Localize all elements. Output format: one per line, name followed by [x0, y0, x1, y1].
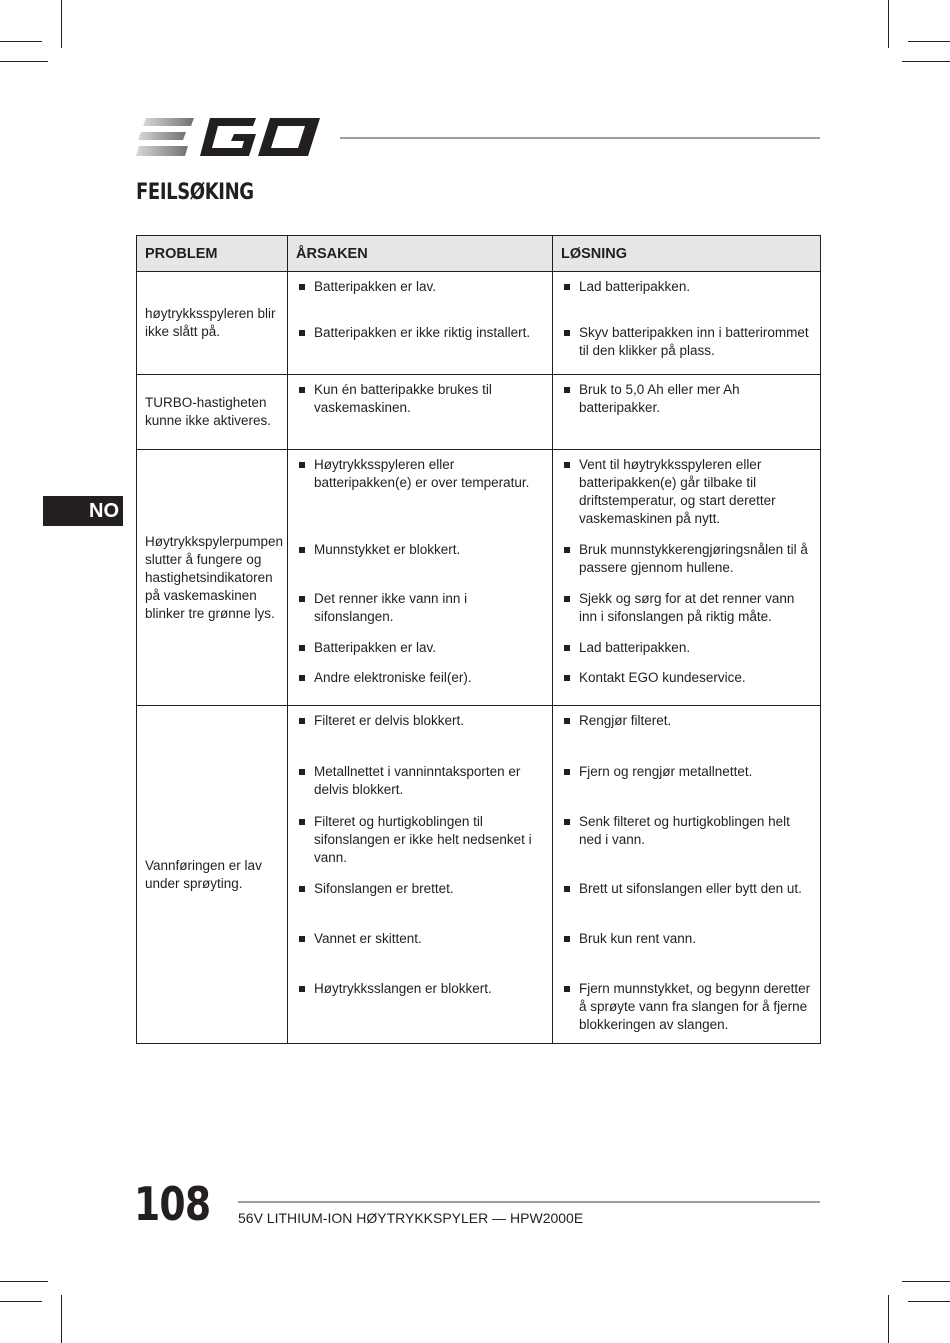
solution-cell	[553, 450, 821, 706]
cause-item: Batteripakken er lav.	[298, 278, 544, 324]
solution-item: Fjern munnstykket, og begynn deretter å sprøyte vann fra slangen for å fjerne blokkeringen av slangen.	[563, 980, 812, 1034]
cause-item: Batteripakken er lav.	[298, 639, 544, 669]
cause-item: Munnstykket er blokkert.	[298, 541, 544, 590]
table-row	[137, 272, 821, 375]
solution-item: Brett ut sifonslangen eller bytt den ut.	[563, 880, 812, 930]
table-header-row	[137, 236, 821, 272]
cause-item: Vannet er skittent.	[298, 930, 544, 980]
solution-item: Skyv batteripakken inn i batterirommet til den klikker på plass.	[563, 324, 812, 360]
solution-item: Lad batteripakken.	[563, 639, 812, 669]
table-row	[137, 706, 821, 1044]
footer-rule	[238, 1201, 820, 1203]
column-header-solution: LØSNING	[553, 236, 821, 272]
column-header-problem: PROBLEM	[137, 236, 288, 272]
solution-cell	[553, 375, 821, 450]
crop-mark	[902, 61, 950, 62]
crop-mark	[61, 1295, 62, 1343]
solution-item: Kontakt EGO kundeservice.	[563, 669, 812, 687]
solution-item: Bruk kun rent vann.	[563, 930, 812, 980]
column-header-cause: ÅRSAKEN	[288, 236, 553, 272]
cause-item: Andre elektroniske feil(er).	[298, 669, 544, 687]
footer-product-line: 56V LITHIUM-ION HØYTRYKKSPYLER — HPW2000E	[238, 1210, 584, 1226]
solution-item: Senk filteret og hurtigkoblingen helt ned i vann.	[563, 813, 812, 880]
cause-item: Kun én batteripakke brukes til vaskemaskinen.	[298, 381, 544, 417]
solution-item: Lad batteripakken.	[563, 278, 812, 324]
cause-item: Høytrykksspyleren eller batteripakken(e) er over temperatur.	[298, 456, 544, 541]
page-number: 108	[134, 1177, 211, 1231]
solution-item: Fjern og rengjør metallnettet.	[563, 763, 812, 813]
problem-cell: Vannføringen er lav under sprøyting.	[137, 706, 288, 1044]
cause-cell	[288, 450, 553, 706]
crop-mark	[908, 1301, 950, 1302]
troubleshooting-table	[136, 235, 821, 1044]
cause-item: Høytrykksslangen er blokkert.	[298, 980, 544, 998]
cause-item: Metallnettet i vanninntaksporten er delvis blokkert.	[298, 763, 544, 813]
ego-logo	[136, 116, 321, 158]
cause-item: Batteripakken er ikke riktig installert.	[298, 324, 544, 342]
cause-item: Sifonslangen er brettet.	[298, 880, 544, 930]
solution-item: Sjekk og sørg for at det renner vann inn i sifonslangen på riktig måte.	[563, 590, 812, 639]
cause-cell	[288, 272, 553, 375]
solution-item: Bruk munnstykkerengjøringsnålen til å passere gjennom hullene.	[563, 541, 812, 590]
solution-item: Vent til høytrykksspyleren eller batteripakken(e) går tilbake til driftstemperatur, og start deretter vaskemaskinen på nytt.	[563, 456, 812, 541]
solution-cell	[553, 706, 821, 1044]
crop-mark	[0, 61, 48, 62]
crop-mark	[0, 41, 42, 42]
crop-mark	[0, 1281, 48, 1282]
crop-mark	[0, 1301, 42, 1302]
language-tab: NO	[43, 496, 123, 526]
problem-cell: TURBO-hastigheten kunne ikke aktiveres.	[137, 375, 288, 450]
solution-cell	[553, 272, 821, 375]
cause-item: Filteret og hurtigkoblingen til sifonslangen er ikke helt nedsenket i vann.	[298, 813, 544, 880]
crop-mark	[61, 0, 62, 48]
cause-item: Det renner ikke vann inn i sifonslangen.	[298, 590, 544, 639]
header-rule	[340, 137, 820, 139]
cause-item: Filteret er delvis blokkert.	[298, 712, 544, 763]
crop-mark	[888, 0, 889, 48]
crop-mark	[902, 1281, 950, 1282]
solution-item: Rengjør filteret.	[563, 712, 812, 763]
table-row	[137, 375, 821, 450]
problem-cell: høytrykksspyleren blir ikke slått på.	[137, 272, 288, 375]
cause-cell	[288, 375, 553, 450]
crop-mark	[888, 1295, 889, 1343]
cause-cell	[288, 706, 553, 1044]
crop-mark	[908, 41, 950, 42]
solution-item: Bruk to 5,0 Ah eller mer Ah batteripakker.	[563, 381, 812, 417]
problem-cell: Høytrykkspylerpumpen slutter å fungere og hastighetsindikatoren på vaskemaskinen blinker tre grønne lys.	[137, 450, 288, 706]
section-title: FEILSØKING	[136, 180, 254, 205]
table-row	[137, 450, 821, 706]
